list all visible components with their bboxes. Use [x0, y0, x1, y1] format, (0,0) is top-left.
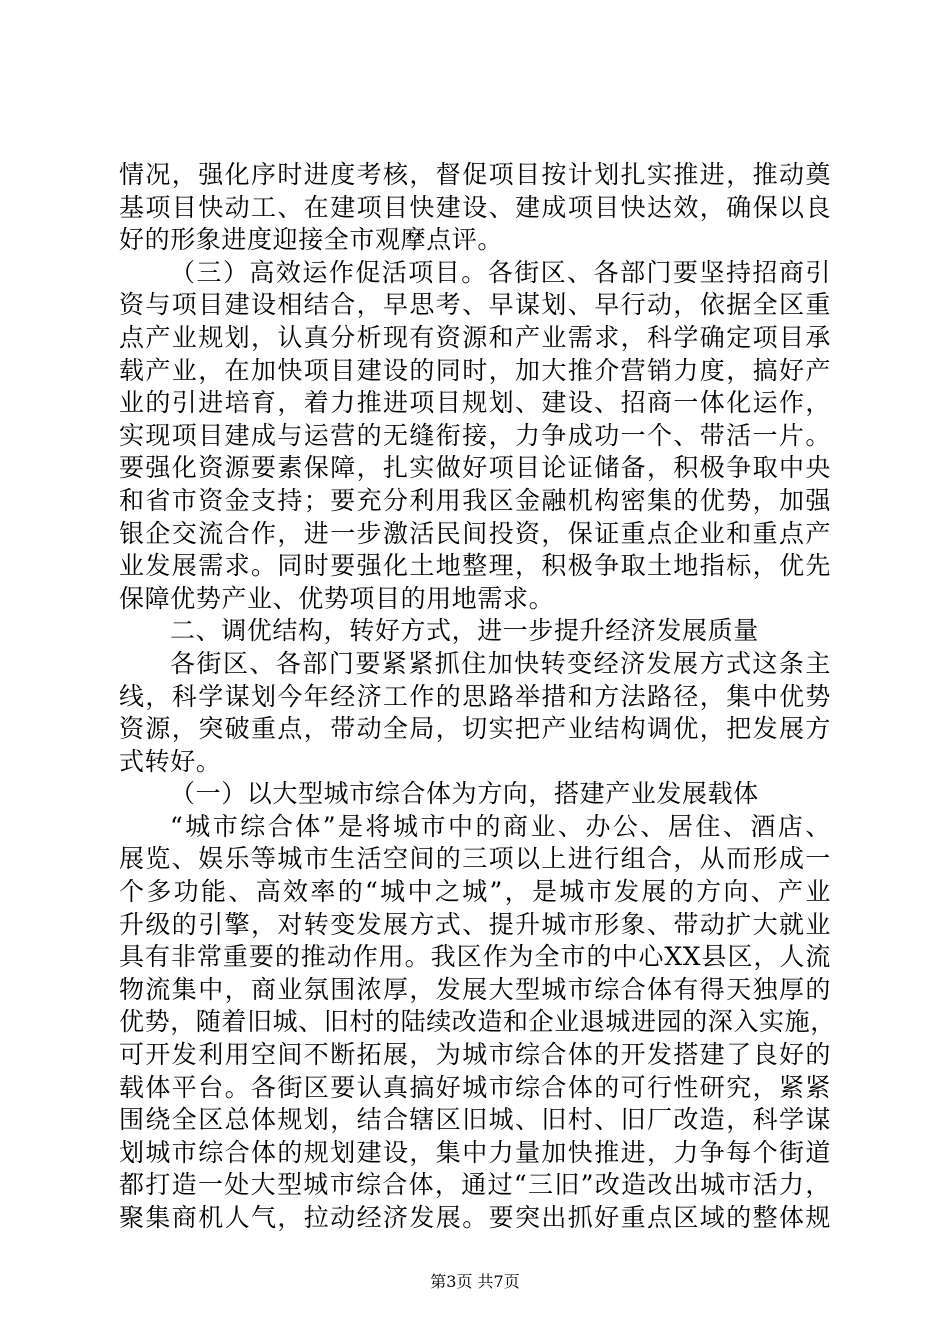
- text-line: 载产业，在加快项目建设的同时，加大推介营销力度，搞好产: [119, 355, 831, 385]
- text-line: 物流集中，商业氛围浓厚，发展大型城市综合体有得天独厚的: [119, 974, 831, 1004]
- text-line: 聚集商机人气，拉动经济发展。要突出抓好重点区域的整体规: [119, 1203, 831, 1232]
- text-line: 可开发利用空间不断拓展，为城市综合体的开发搭建了良好的: [119, 1040, 831, 1070]
- section-heading: 二、调优结构，转好方式，进一步提升经济发展质量: [170, 616, 759, 646]
- section-heading: （一）以大型城市综合体为方向，搭建产业发展载体: [170, 779, 759, 809]
- text-line: 基项目快动工、在建项目快建设、建成项目快达效，确保以良: [119, 192, 831, 222]
- text-line: 围绕全区总体规划，结合辖区旧城、旧村、旧厂改造，科学谋: [119, 1105, 831, 1135]
- text-line: 优势，随着旧城、旧村的陆续改造和企业退城进园的深入实施，: [119, 1007, 836, 1037]
- text-line: 保障优势产业、优势项目的用地需求。: [119, 583, 555, 613]
- text-line: 具有非常重要的推动作用。我区作为全市的中心XX县区，人流: [119, 942, 831, 972]
- text-line: 和省市资金支持；要充分利用我区金融机构密集的优势，加强: [119, 485, 831, 515]
- text-line: 式转好。: [119, 746, 222, 776]
- paragraph-start: “城市综合体”是将城市中的商业、办公、居住、酒店、: [170, 811, 831, 841]
- paragraph-start: 各街区、各部门要紧紧抓住加快转变经济发展方式这条主: [170, 648, 831, 678]
- text-line: 展览、娱乐等城市生活空间的三项以上进行组合，从而形成一: [119, 844, 831, 874]
- text-line: 线，科学谋划今年经济工作的思路举措和方法路径，集中优势: [119, 681, 831, 711]
- text-line: 点产业规划，认真分析现有资源和产业需求，科学确定项目承: [119, 322, 831, 352]
- text-line: 银企交流合作，进一步激活民间投资，保证重点企业和重点产: [119, 518, 831, 548]
- text-line: 业发展需求。同时要强化土地整理，积极争取土地指标，优先: [119, 551, 831, 581]
- text-line: 资与项目建设相结合，早思考、早谋划、早行动，依据全区重: [119, 290, 831, 320]
- text-line: 都打造一处大型城市综合体，通过“三旧”改造改出城市活力，: [119, 1170, 831, 1200]
- text-line: 实现项目建成与运营的无缝衔接，力争成功一个、带活一片。: [119, 420, 831, 450]
- text-line: 划城市综合体的规划建设，集中力量加快推进，力争每个街道: [119, 1137, 831, 1167]
- text-line: 情况，强化序时进度考核，督促项目按计划扎实推进，推动奠: [119, 160, 831, 189]
- text-line: 好的形象进度迎接全市观摩点评。: [119, 225, 504, 255]
- text-line: 要强化资源要素保障，扎实做好项目论证储备，积极争取中央: [119, 453, 831, 483]
- document-body: [119, 159, 836, 1235]
- text-line: 个多功能、高效率的“城中之城”，是城市发展的方向、产业: [119, 877, 831, 907]
- text-line: 资源，突破重点，带动全局，切实把产业结构调优，把发展方: [119, 714, 831, 744]
- text-line: 业的引进培育，着力推进项目规划、建设、招商一体化运作，: [119, 388, 831, 418]
- text-line: 升级的引擎，对转变发展方式、提升城市形象、带动扩大就业: [119, 909, 831, 939]
- page-number-footer: 第3页 共7页: [430, 1272, 520, 1291]
- text-line: 载体平台。各街区要认真搞好城市综合体的可行性研究，紧紧: [119, 1072, 831, 1102]
- section-heading: （三）高效运作促活项目。各街区、各部门要坚持招商引: [170, 257, 831, 287]
